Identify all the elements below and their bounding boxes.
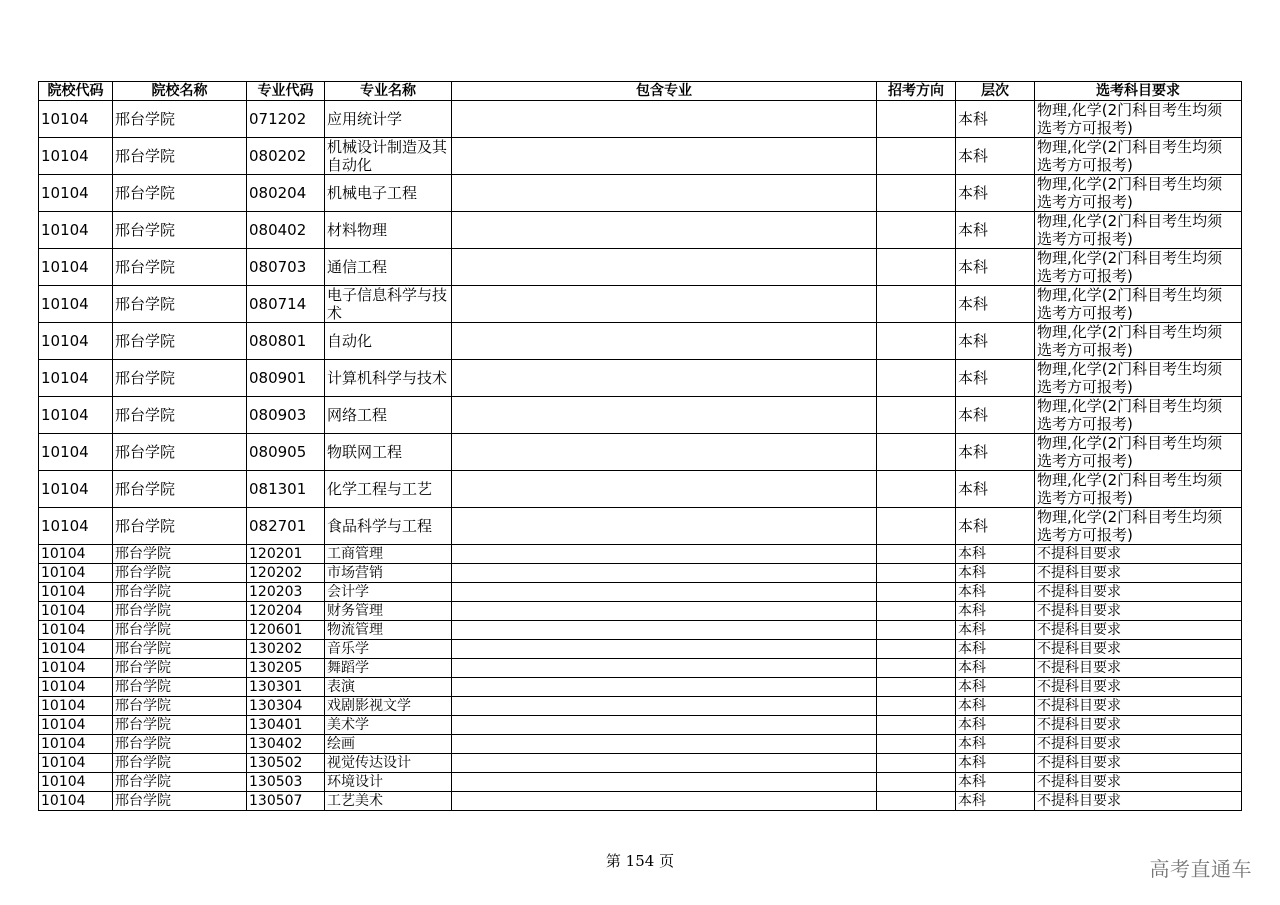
cell-major-name: 美术学 bbox=[325, 716, 452, 735]
cell-major-code: 130402 bbox=[247, 735, 325, 754]
cell-major-code: 130202 bbox=[247, 640, 325, 659]
cell-included-majors bbox=[452, 659, 877, 678]
cell-included-majors bbox=[452, 508, 877, 545]
cell-school-code: 10104 bbox=[39, 773, 113, 792]
cell-direction bbox=[877, 659, 956, 678]
cell-subject-requirement: 物理,化学(2门科目考生均须选考方可报考) bbox=[1035, 138, 1242, 175]
cell-school-code: 10104 bbox=[39, 659, 113, 678]
cell-school-name: 邢台学院 bbox=[113, 697, 247, 716]
cell-subject-requirement: 不提科目要求 bbox=[1035, 602, 1242, 621]
cell-major-name: 机械设计制造及其自动化 bbox=[325, 138, 452, 175]
cell-school-code: 10104 bbox=[39, 697, 113, 716]
table-row bbox=[39, 583, 1242, 602]
cell-school-code: 10104 bbox=[39, 564, 113, 583]
table-row bbox=[39, 792, 1242, 811]
cell-level: 本科 bbox=[956, 508, 1035, 545]
cell-major-name: 通信工程 bbox=[325, 249, 452, 286]
table-row bbox=[39, 286, 1242, 323]
table-row bbox=[39, 621, 1242, 640]
cell-direction bbox=[877, 545, 956, 564]
cell-direction bbox=[877, 508, 956, 545]
cell-level: 本科 bbox=[956, 138, 1035, 175]
cell-level: 本科 bbox=[956, 792, 1035, 811]
cell-included-majors bbox=[452, 286, 877, 323]
cell-direction bbox=[877, 716, 956, 735]
cell-direction bbox=[877, 583, 956, 602]
cell-direction bbox=[877, 621, 956, 640]
cell-major-code: 130507 bbox=[247, 792, 325, 811]
cell-subject-requirement: 物理,化学(2门科目考生均须选考方可报考) bbox=[1035, 471, 1242, 508]
cell-school-name: 邢台学院 bbox=[113, 471, 247, 508]
cell-level: 本科 bbox=[956, 471, 1035, 508]
cell-major-name: 市场营销 bbox=[325, 564, 452, 583]
header-direction: 招考方向 bbox=[877, 82, 956, 101]
cell-direction bbox=[877, 754, 956, 773]
cell-subject-requirement: 物理,化学(2门科目考生均须选考方可报考) bbox=[1035, 101, 1242, 138]
cell-school-code: 10104 bbox=[39, 175, 113, 212]
cell-school-code: 10104 bbox=[39, 678, 113, 697]
cell-school-name: 邢台学院 bbox=[113, 397, 247, 434]
cell-school-name: 邢台学院 bbox=[113, 754, 247, 773]
cell-level: 本科 bbox=[956, 678, 1035, 697]
table-header-row bbox=[39, 82, 1242, 101]
table-row bbox=[39, 323, 1242, 360]
table-row bbox=[39, 754, 1242, 773]
cell-school-code: 10104 bbox=[39, 621, 113, 640]
cell-school-name: 邢台学院 bbox=[113, 621, 247, 640]
table-row bbox=[39, 773, 1242, 792]
cell-major-code: 120201 bbox=[247, 545, 325, 564]
cell-major-code: 130301 bbox=[247, 678, 325, 697]
cell-major-code: 080703 bbox=[247, 249, 325, 286]
cell-level: 本科 bbox=[956, 602, 1035, 621]
cell-major-code: 130502 bbox=[247, 754, 325, 773]
cell-major-code: 080901 bbox=[247, 360, 325, 397]
cell-subject-requirement: 不提科目要求 bbox=[1035, 564, 1242, 583]
cell-subject-requirement: 不提科目要求 bbox=[1035, 792, 1242, 811]
cell-major-name: 舞蹈学 bbox=[325, 659, 452, 678]
cell-major-code: 120202 bbox=[247, 564, 325, 583]
cell-school-code: 10104 bbox=[39, 792, 113, 811]
cell-included-majors bbox=[452, 545, 877, 564]
cell-school-name: 邢台学院 bbox=[113, 564, 247, 583]
cell-major-name: 会计学 bbox=[325, 583, 452, 602]
cell-school-code: 10104 bbox=[39, 471, 113, 508]
table-row bbox=[39, 678, 1242, 697]
cell-included-majors bbox=[452, 138, 877, 175]
cell-level: 本科 bbox=[956, 323, 1035, 360]
cell-included-majors bbox=[452, 434, 877, 471]
cell-school-name: 邢台学院 bbox=[113, 678, 247, 697]
header-major-name: 专业名称 bbox=[325, 82, 452, 101]
table-row bbox=[39, 716, 1242, 735]
cell-direction bbox=[877, 471, 956, 508]
table-row bbox=[39, 397, 1242, 434]
cell-major-code: 080714 bbox=[247, 286, 325, 323]
cell-subject-requirement: 不提科目要求 bbox=[1035, 754, 1242, 773]
cell-direction bbox=[877, 773, 956, 792]
cell-level: 本科 bbox=[956, 735, 1035, 754]
table-row bbox=[39, 602, 1242, 621]
cell-major-name: 物联网工程 bbox=[325, 434, 452, 471]
cell-school-code: 10104 bbox=[39, 360, 113, 397]
cell-subject-requirement: 不提科目要求 bbox=[1035, 697, 1242, 716]
cell-school-name: 邢台学院 bbox=[113, 583, 247, 602]
cell-school-name: 邢台学院 bbox=[113, 716, 247, 735]
cell-major-name: 表演 bbox=[325, 678, 452, 697]
cell-school-code: 10104 bbox=[39, 545, 113, 564]
cell-major-name: 应用统计学 bbox=[325, 101, 452, 138]
cell-school-code: 10104 bbox=[39, 602, 113, 621]
cell-included-majors bbox=[452, 716, 877, 735]
cell-included-majors bbox=[452, 735, 877, 754]
header-major-code: 专业代码 bbox=[247, 82, 325, 101]
cell-level: 本科 bbox=[956, 101, 1035, 138]
cell-school-name: 邢台学院 bbox=[113, 286, 247, 323]
cell-level: 本科 bbox=[956, 754, 1035, 773]
cell-school-code: 10104 bbox=[39, 101, 113, 138]
cell-major-code: 080402 bbox=[247, 212, 325, 249]
cell-included-majors bbox=[452, 697, 877, 716]
cell-major-name: 材料物理 bbox=[325, 212, 452, 249]
cell-major-code: 130401 bbox=[247, 716, 325, 735]
cell-level: 本科 bbox=[956, 697, 1035, 716]
table-row bbox=[39, 564, 1242, 583]
cell-major-name: 化学工程与工艺 bbox=[325, 471, 452, 508]
cell-direction bbox=[877, 323, 956, 360]
table-row bbox=[39, 212, 1242, 249]
cell-direction bbox=[877, 640, 956, 659]
table-row bbox=[39, 545, 1242, 564]
cell-major-code: 120204 bbox=[247, 602, 325, 621]
cell-level: 本科 bbox=[956, 175, 1035, 212]
cell-school-name: 邢台学院 bbox=[113, 602, 247, 621]
cell-direction bbox=[877, 101, 956, 138]
table-row bbox=[39, 659, 1242, 678]
cell-direction bbox=[877, 249, 956, 286]
cell-major-code: 080903 bbox=[247, 397, 325, 434]
cell-major-code: 080204 bbox=[247, 175, 325, 212]
cell-included-majors bbox=[452, 621, 877, 640]
cell-direction bbox=[877, 175, 956, 212]
cell-major-code: 080801 bbox=[247, 323, 325, 360]
cell-level: 本科 bbox=[956, 583, 1035, 602]
cell-subject-requirement: 物理,化学(2门科目考生均须选考方可报考) bbox=[1035, 323, 1242, 360]
cell-level: 本科 bbox=[956, 545, 1035, 564]
cell-subject-requirement: 物理,化学(2门科目考生均须选考方可报考) bbox=[1035, 360, 1242, 397]
cell-direction bbox=[877, 735, 956, 754]
cell-direction bbox=[877, 792, 956, 811]
cell-subject-requirement: 不提科目要求 bbox=[1035, 678, 1242, 697]
cell-major-name: 音乐学 bbox=[325, 640, 452, 659]
cell-direction bbox=[877, 286, 956, 323]
header-subject-requirement: 选考科目要求 bbox=[1035, 82, 1242, 101]
cell-school-code: 10104 bbox=[39, 434, 113, 471]
cell-subject-requirement: 不提科目要求 bbox=[1035, 659, 1242, 678]
cell-included-majors bbox=[452, 360, 877, 397]
cell-school-name: 邢台学院 bbox=[113, 792, 247, 811]
page-number: 第 154 页 bbox=[605, 852, 675, 870]
cell-included-majors bbox=[452, 101, 877, 138]
cell-school-code: 10104 bbox=[39, 508, 113, 545]
cell-major-name: 机械电子工程 bbox=[325, 175, 452, 212]
cell-school-name: 邢台学院 bbox=[113, 434, 247, 471]
cell-subject-requirement: 不提科目要求 bbox=[1035, 716, 1242, 735]
cell-subject-requirement: 不提科目要求 bbox=[1035, 735, 1242, 754]
cell-level: 本科 bbox=[956, 621, 1035, 640]
cell-school-name: 邢台学院 bbox=[113, 508, 247, 545]
table-row bbox=[39, 360, 1242, 397]
cell-direction bbox=[877, 434, 956, 471]
header-school-name: 院校名称 bbox=[113, 82, 247, 101]
table-row bbox=[39, 138, 1242, 175]
cell-included-majors bbox=[452, 564, 877, 583]
cell-major-name: 网络工程 bbox=[325, 397, 452, 434]
cell-direction bbox=[877, 212, 956, 249]
cell-school-name: 邢台学院 bbox=[113, 323, 247, 360]
table-row bbox=[39, 434, 1242, 471]
cell-school-code: 10104 bbox=[39, 735, 113, 754]
cell-major-code: 080202 bbox=[247, 138, 325, 175]
cell-included-majors bbox=[452, 471, 877, 508]
cell-included-majors bbox=[452, 175, 877, 212]
cell-major-code: 130503 bbox=[247, 773, 325, 792]
cell-direction bbox=[877, 360, 956, 397]
cell-school-code: 10104 bbox=[39, 323, 113, 360]
cell-school-code: 10104 bbox=[39, 754, 113, 773]
cell-school-name: 邢台学院 bbox=[113, 249, 247, 286]
cell-direction bbox=[877, 678, 956, 697]
cell-direction bbox=[877, 138, 956, 175]
cell-major-code: 120601 bbox=[247, 621, 325, 640]
cell-school-name: 邢台学院 bbox=[113, 735, 247, 754]
cell-subject-requirement: 物理,化学(2门科目考生均须选考方可报考) bbox=[1035, 434, 1242, 471]
header-school-code: 院校代码 bbox=[39, 82, 113, 101]
cell-school-code: 10104 bbox=[39, 640, 113, 659]
cell-included-majors bbox=[452, 583, 877, 602]
cell-level: 本科 bbox=[956, 773, 1035, 792]
cell-school-code: 10104 bbox=[39, 397, 113, 434]
table-row bbox=[39, 471, 1242, 508]
cell-included-majors bbox=[452, 678, 877, 697]
table-body bbox=[39, 101, 1242, 811]
cell-subject-requirement: 物理,化学(2门科目考生均须选考方可报考) bbox=[1035, 249, 1242, 286]
cell-major-name: 视觉传达设计 bbox=[325, 754, 452, 773]
table-row bbox=[39, 508, 1242, 545]
cell-major-name: 食品科学与工程 bbox=[325, 508, 452, 545]
watermark-text: 高考直通车 bbox=[1149, 857, 1252, 881]
cell-school-name: 邢台学院 bbox=[113, 101, 247, 138]
cell-level: 本科 bbox=[956, 249, 1035, 286]
cell-major-code: 130205 bbox=[247, 659, 325, 678]
cell-school-name: 邢台学院 bbox=[113, 360, 247, 397]
cell-school-code: 10104 bbox=[39, 286, 113, 323]
cell-subject-requirement: 物理,化学(2门科目考生均须选考方可报考) bbox=[1035, 397, 1242, 434]
cell-included-majors bbox=[452, 249, 877, 286]
cell-included-majors bbox=[452, 640, 877, 659]
cell-included-majors bbox=[452, 323, 877, 360]
table-row bbox=[39, 249, 1242, 286]
cell-major-name: 绘画 bbox=[325, 735, 452, 754]
cell-major-name: 戏剧影视文学 bbox=[325, 697, 452, 716]
cell-included-majors bbox=[452, 792, 877, 811]
cell-major-code: 071202 bbox=[247, 101, 325, 138]
cell-direction bbox=[877, 602, 956, 621]
cell-school-code: 10104 bbox=[39, 716, 113, 735]
cell-major-name: 物流管理 bbox=[325, 621, 452, 640]
cell-school-name: 邢台学院 bbox=[113, 212, 247, 249]
cell-included-majors bbox=[452, 754, 877, 773]
cell-level: 本科 bbox=[956, 564, 1035, 583]
cell-level: 本科 bbox=[956, 286, 1035, 323]
cell-level: 本科 bbox=[956, 212, 1035, 249]
cell-subject-requirement: 不提科目要求 bbox=[1035, 621, 1242, 640]
cell-school-name: 邢台学院 bbox=[113, 640, 247, 659]
cell-subject-requirement: 物理,化学(2门科目考生均须选考方可报考) bbox=[1035, 212, 1242, 249]
cell-school-name: 邢台学院 bbox=[113, 773, 247, 792]
table-row bbox=[39, 101, 1242, 138]
cell-subject-requirement: 物理,化学(2门科目考生均须选考方可报考) bbox=[1035, 286, 1242, 323]
cell-major-name: 电子信息科学与技术 bbox=[325, 286, 452, 323]
cell-major-code: 130304 bbox=[247, 697, 325, 716]
cell-major-code: 081301 bbox=[247, 471, 325, 508]
cell-major-name: 工商管理 bbox=[325, 545, 452, 564]
cell-school-name: 邢台学院 bbox=[113, 138, 247, 175]
cell-level: 本科 bbox=[956, 640, 1035, 659]
table-row bbox=[39, 175, 1242, 212]
cell-subject-requirement: 物理,化学(2门科目考生均须选考方可报考) bbox=[1035, 175, 1242, 212]
cell-level: 本科 bbox=[956, 397, 1035, 434]
cell-level: 本科 bbox=[956, 716, 1035, 735]
cell-school-name: 邢台学院 bbox=[113, 659, 247, 678]
cell-level: 本科 bbox=[956, 659, 1035, 678]
cell-subject-requirement: 不提科目要求 bbox=[1035, 640, 1242, 659]
cell-major-code: 080905 bbox=[247, 434, 325, 471]
cell-major-code: 082701 bbox=[247, 508, 325, 545]
admission-requirements-table bbox=[38, 81, 1242, 811]
cell-subject-requirement: 不提科目要求 bbox=[1035, 773, 1242, 792]
cell-school-code: 10104 bbox=[39, 138, 113, 175]
cell-major-name: 自动化 bbox=[325, 323, 452, 360]
cell-included-majors bbox=[452, 602, 877, 621]
cell-major-name: 工艺美术 bbox=[325, 792, 452, 811]
cell-major-name: 财务管理 bbox=[325, 602, 452, 621]
cell-school-name: 邢台学院 bbox=[113, 545, 247, 564]
cell-included-majors bbox=[452, 397, 877, 434]
cell-school-code: 10104 bbox=[39, 249, 113, 286]
table-row bbox=[39, 735, 1242, 754]
table-row bbox=[39, 640, 1242, 659]
cell-major-name: 计算机科学与技术 bbox=[325, 360, 452, 397]
cell-school-name: 邢台学院 bbox=[113, 175, 247, 212]
cell-major-code: 120203 bbox=[247, 583, 325, 602]
cell-subject-requirement: 物理,化学(2门科目考生均须选考方可报考) bbox=[1035, 508, 1242, 545]
cell-included-majors bbox=[452, 212, 877, 249]
header-level: 层次 bbox=[956, 82, 1035, 101]
cell-level: 本科 bbox=[956, 434, 1035, 471]
cell-school-code: 10104 bbox=[39, 212, 113, 249]
cell-direction bbox=[877, 564, 956, 583]
cell-direction bbox=[877, 397, 956, 434]
cell-direction bbox=[877, 697, 956, 716]
header-included-majors: 包含专业 bbox=[452, 82, 877, 101]
cell-included-majors bbox=[452, 773, 877, 792]
cell-school-code: 10104 bbox=[39, 583, 113, 602]
cell-subject-requirement: 不提科目要求 bbox=[1035, 545, 1242, 564]
cell-level: 本科 bbox=[956, 360, 1035, 397]
table-row bbox=[39, 697, 1242, 716]
cell-major-name: 环境设计 bbox=[325, 773, 452, 792]
cell-subject-requirement: 不提科目要求 bbox=[1035, 583, 1242, 602]
